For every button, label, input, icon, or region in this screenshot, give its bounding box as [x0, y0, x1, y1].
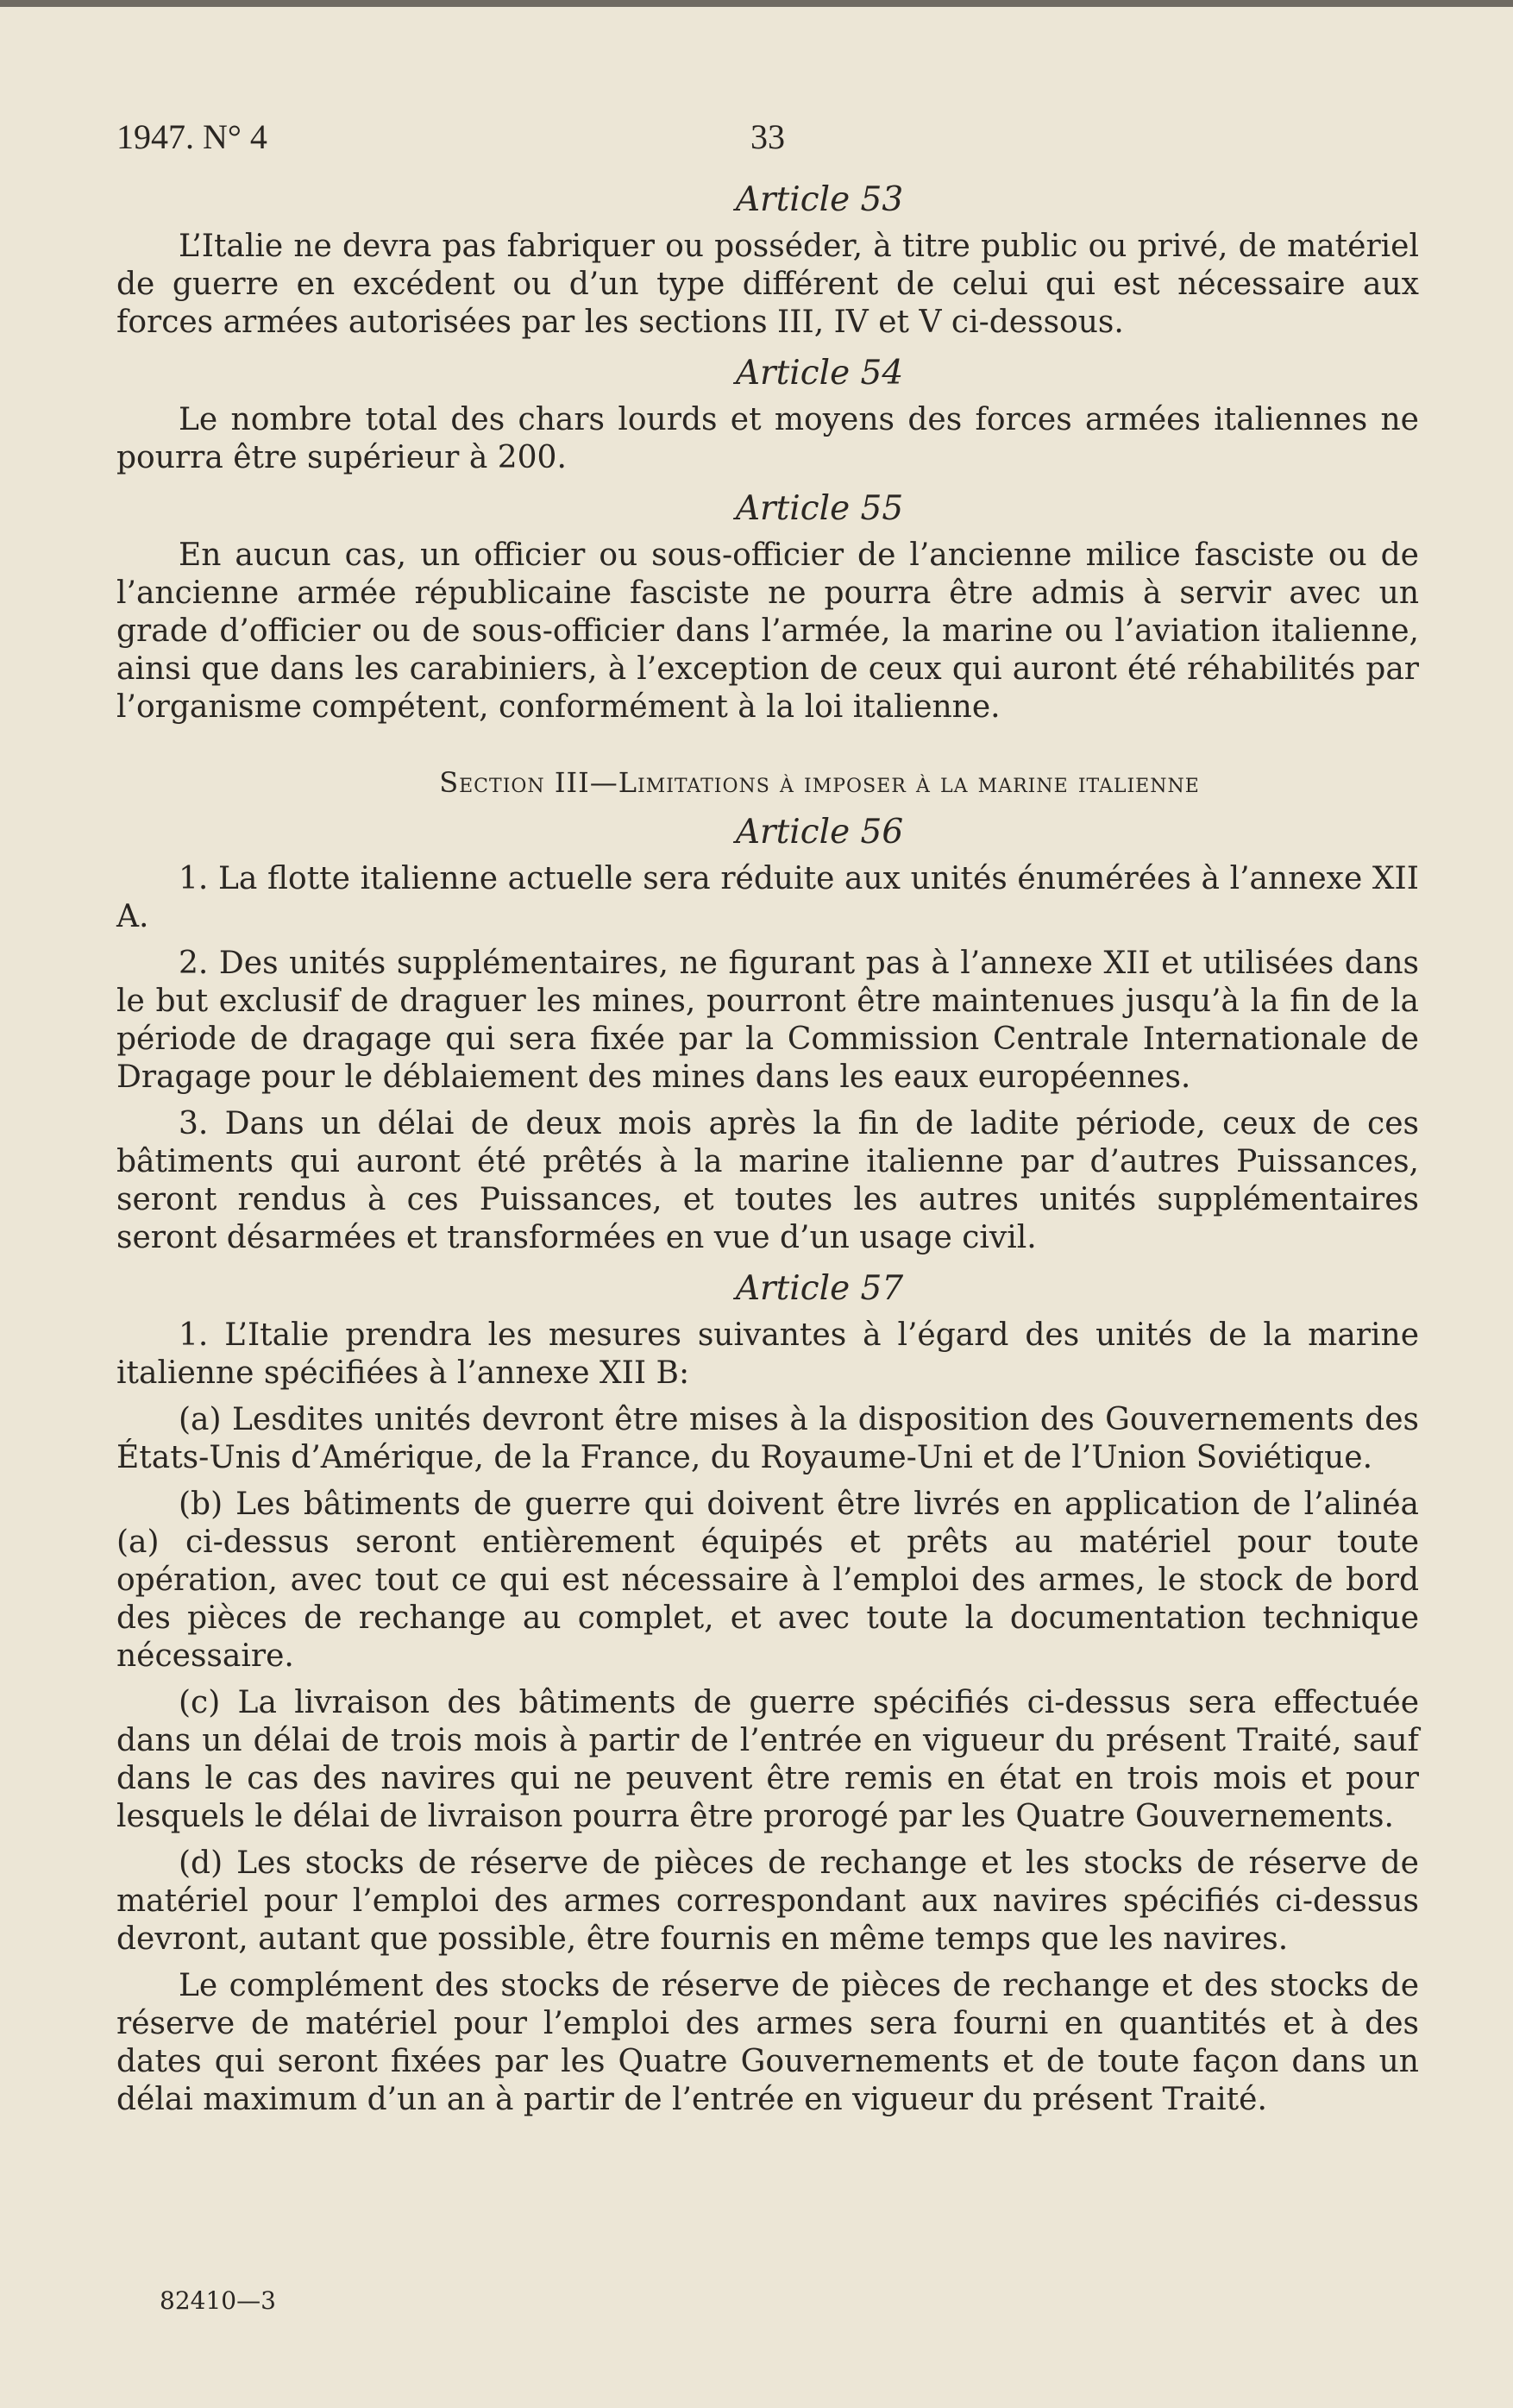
printer-code: 82410—3 — [160, 2286, 276, 2315]
article-53 — [116, 180, 1419, 342]
article-53-title: Article 53 — [735, 180, 904, 219]
article-55 — [116, 489, 1419, 726]
article-57-paragraph-a: (a) Lesdites unités devront être mises à la disposition des Gouvernements des États-Unis d’Amérique, de la France, du Royaume-Uni et de l’Union Soviétique. — [116, 1402, 1419, 1475]
article-54-paragraph-1: Le nombre total des chars lourds et moyens des forces armées italiennes ne pourra être supérieur à 200. — [116, 402, 1419, 475]
article-57-paragraph-e: Le complément des stocks de réserve de pièces de rechange et des stocks de réserve de matériel pour l’emploi des armes sera fourni en quantités et à des dates qui seront fixées par les Quatre Gouvernements et de toute façon dans un délai maximum d’un an à partir de l’entrée en vigueur du présent Traité. — [116, 1968, 1419, 2117]
article-56-title: Article 56 — [735, 813, 904, 852]
article-57-title: Article 57 — [735, 1269, 904, 1308]
article-56-paragraph-3: 3. Dans un délai de deux mois après la fin de ladite période, ceux de ces bâtiments qui auront été prêtés à la marine italienne par d’autres Puissances, seront rendus à ces Puissances, et toutes les autres unités supplémentaires seront désarmées et transformées en vue d’un usage civil. — [116, 1106, 1419, 1255]
article-55-title: Article 55 — [735, 489, 904, 528]
article-57-paragraph-d: (d) Les stocks de réserve de pièces de rechange et les stocks de réserve de matériel pour l’emploi des armes correspondant aux navires spécifiés ci-dessus devront, autant que possible, être fournis en même temps que les navires. — [116, 1845, 1419, 1957]
running-header — [116, 116, 1419, 168]
article-57-paragraph-b: (b) Les bâtiments de guerre qui doivent être livrés en application de l’alinéa (a) ci-dessus seront entièrement équipés et prêts au matériel pour toute opération, avec tout ce qui est nécessaire à l’emploi des armes, le stock de bord des pièces de rechange au complet, et avec toute la documentation technique nécessaire. — [116, 1487, 1419, 1674]
article-56-paragraph-2: 2. Des unités supplémentaires, ne figurant pas à l’annexe XII et utilisées dans le but exclusif de draguer les mines, pourront être maintenues jusqu’à la fin de la période de dragage qui sera fixée par la Commission Centrale Internationale de Dragage pour le déblaiement des mines dans les eaux européennes. — [116, 946, 1419, 1095]
article-53-paragraph-1: L’Italie ne devra pas fabriquer ou posséder, à titre public ou privé, de matériel de guerre en excédent ou d’un type différent de celui qui est nécessaire aux forces armées autorisées par les sections III, IV et V ci-dessous. — [116, 229, 1419, 340]
article-56-paragraph-1: 1. La flotte italienne actuelle sera réduite aux unités énumérées à l’annexe XII A. — [116, 861, 1419, 934]
article-56 — [116, 813, 1419, 1257]
document-page — [116, 116, 1419, 2128]
article-57 — [116, 1269, 1419, 2119]
article-54 — [116, 354, 1419, 477]
article-57-paragraph-c: (c) La livraison des bâtiments de guerre spécifiés ci-dessus sera effectuée dans un délai de trois mois à partir de l’entrée en vigueur du présent Traité, sauf dans le cas des navires qui ne peuvent être remis en état en trois mois et pour lesquels le délai de livraison pourra être prorogé par les Quatre Gouvernements. — [116, 1685, 1419, 1834]
header-year-number: 1947. N° 4 — [116, 117, 267, 156]
article-54-title: Article 54 — [735, 354, 904, 393]
page-number: 33 — [750, 117, 785, 156]
page-top-edge — [0, 0, 1513, 7]
article-55-paragraph-1: En aucun cas, un officier ou sous-officier de l’ancienne milice fasciste ou de l’ancienne armée républicaine fasciste ne pourra être admis à servir avec un grade d’officier ou de sous-officier dans l’armée, la marine ou l’aviation italienne, ainsi que dans les carabiniers, à l’exception de ceux qui auront été réhabilités par l’organisme compétent, conformément à la loi italienne. — [116, 538, 1419, 725]
article-57-paragraph-1: 1. L’Italie prendra les mesures suivantes à l’égard des unités de la marine italienne spécifiées à l’annexe XII B: — [116, 1317, 1419, 1391]
section-3-heading: Section III—Limitations à imposer à la marine italienne — [439, 766, 1200, 799]
